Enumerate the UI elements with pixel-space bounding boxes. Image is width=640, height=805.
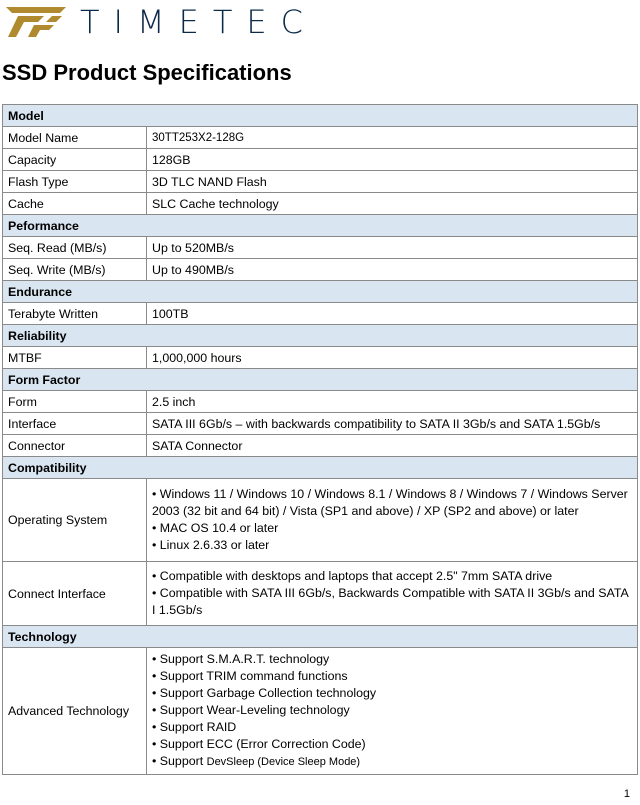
section-header: Model — [3, 105, 638, 127]
list-item: • Compatible with SATA III 6Gb/s, Backwards Compatible with SATA II 3Gb/s and SATA I 1.5Gb/s — [152, 586, 629, 617]
list-item-suffix: DevSleep (Device Sleep Mode) — [206, 756, 361, 768]
row-label: Advanced Technology — [3, 648, 147, 775]
list-item: • Windows 11 / Windows 10 / Windows 8.1 / Windows 8 / Windows 7 / Windows Server 2003 (32 bit and 64 bit) / Vista (SP1 and above) / XP (SP2 and above) or later — [152, 487, 628, 518]
row-label: Terabyte Written — [3, 303, 147, 325]
section-technology — [3, 626, 638, 648]
list-item: • Support Garbage Collection technology — [152, 686, 377, 700]
row-value: 100TB — [147, 303, 638, 325]
table-row — [3, 237, 638, 259]
section-compatibility — [3, 457, 638, 479]
list-item: • MAC OS 10.4 or later — [152, 521, 279, 535]
row-value: Up to 490MB/s — [147, 259, 638, 281]
list-item: • Support Wear-Leveling technology — [152, 703, 350, 717]
table-row — [3, 127, 638, 149]
row-label: Seq. Read (MB/s) — [3, 237, 147, 259]
row-label: Capacity — [3, 149, 147, 171]
row-label: Cache — [3, 193, 147, 215]
table-row — [3, 347, 638, 369]
table-row — [3, 648, 638, 775]
table-row — [3, 479, 638, 562]
list-item-prefix: • Support — [152, 754, 207, 768]
row-label: Model Name — [3, 127, 147, 149]
row-label: Form — [3, 391, 147, 413]
row-value — [147, 648, 638, 775]
section-performance — [3, 215, 638, 237]
row-label: MTBF — [3, 347, 147, 369]
row-value — [147, 479, 638, 562]
row-label: Operating System — [3, 479, 147, 562]
table-row — [3, 413, 638, 435]
row-value: 128GB — [147, 149, 638, 171]
section-header: Compatibility — [3, 457, 638, 479]
list-item: • Support TRIM command functions — [152, 669, 348, 683]
section-header: Reliability — [3, 325, 638, 347]
row-value: 3D TLC NAND Flash — [147, 171, 638, 193]
list-item: • Support ECC (Error Correction Code) — [152, 737, 366, 751]
row-label: Flash Type — [3, 171, 147, 193]
spec-table — [2, 104, 638, 775]
section-header: Endurance — [3, 281, 638, 303]
row-label: Interface — [3, 413, 147, 435]
table-row — [3, 259, 638, 281]
section-header: Peformance — [3, 215, 638, 237]
table-row — [3, 193, 638, 215]
section-header: Technology — [3, 626, 638, 648]
row-value — [147, 562, 638, 626]
list-item — [152, 753, 632, 771]
header — [0, 0, 640, 44]
row-value: SATA Connector — [147, 435, 638, 457]
table-row — [3, 149, 638, 171]
row-label: Connect Interface — [3, 562, 147, 626]
row-value: Up to 520MB/s — [147, 237, 638, 259]
row-value: SLC Cache technology — [147, 193, 638, 215]
section-reliability — [3, 325, 638, 347]
page-number: 1 — [623, 788, 630, 800]
row-value: 30TT253X2-128G — [147, 127, 638, 149]
row-label: Seq. Write (MB/s) — [3, 259, 147, 281]
brand-name: TIMETEC — [80, 3, 317, 41]
table-row — [3, 303, 638, 325]
section-model — [3, 105, 638, 127]
timetec-logo-icon — [4, 3, 68, 44]
section-endurance — [3, 281, 638, 303]
section-header: Form Factor — [3, 369, 638, 391]
page-title: SSD Product Specifications — [2, 60, 292, 85]
section-form-factor — [3, 369, 638, 391]
list-item: • Linux 2.6.33 or later — [152, 538, 270, 552]
table-row — [3, 391, 638, 413]
table-row — [3, 435, 638, 457]
table-row — [3, 171, 638, 193]
list-item: • Support S.M.A.R.T. technology — [152, 652, 330, 666]
table-row — [3, 562, 638, 626]
list-item: • Compatible with desktops and laptops that accept 2.5" 7mm SATA drive — [152, 569, 553, 583]
row-label: Connector — [3, 435, 147, 457]
row-value: 2.5 inch — [147, 391, 638, 413]
row-value: SATA III 6Gb/s – with backwards compatibility to SATA II 3Gb/s and SATA 1.5Gb/s — [147, 413, 638, 435]
list-item: • Support RAID — [152, 720, 237, 734]
row-value: 1,000,000 hours — [147, 347, 638, 369]
